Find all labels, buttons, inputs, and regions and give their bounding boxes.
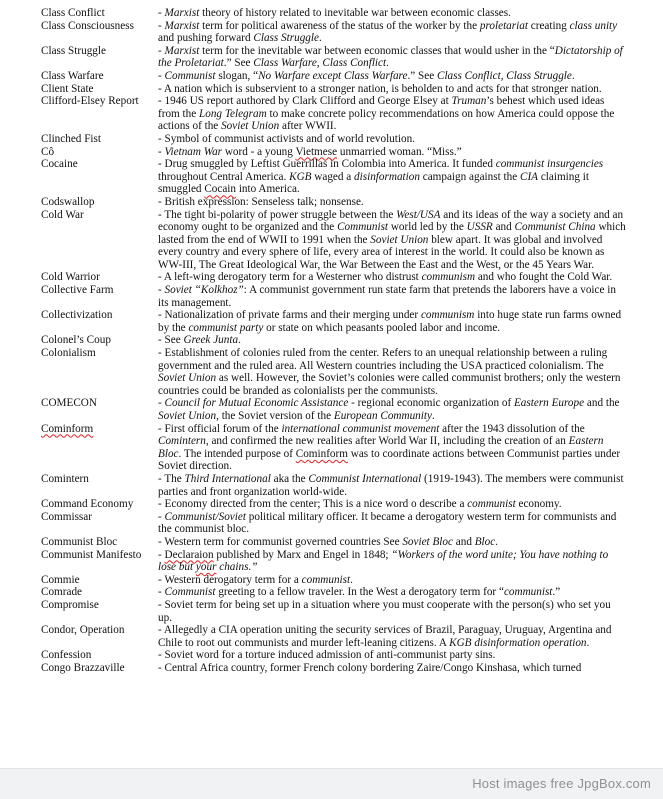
glossary-entry: [41, 70, 626, 83]
glossary-definition: - Soviet term for being set up in a situation where you must cooperate with the person(s) who set you up.: [158, 598, 611, 624]
glossary-definition: - Economy directed from the center; This is a nice word o describe a communist economy.: [158, 498, 562, 511]
italic-text: Communist: [164, 69, 216, 82]
glossary-entry: [41, 7, 626, 20]
glossary-definition: - A nation which is subservient to a stronger nation, is beholden to and acts for that stronger nation.: [158, 82, 602, 95]
glossary-entry: [41, 95, 626, 133]
spellcheck-underline: Cocain: [204, 183, 237, 196]
spellcheck-underline: Declaraion: [164, 548, 214, 561]
italic-text: Vietnam War: [164, 145, 223, 158]
glossary-entry: [41, 586, 626, 599]
glossary-definition: - A left-wing derogatory term for a Westerner who distrust communism and who fought the Cold War.: [158, 271, 613, 284]
glossary-definition: - The tight bi-polarity of power struggle between the West/USA and its ideas of the way a society and an economy ought to be organized and the Communist world led by the USSR and Communist China which lasted from the end of WWII to 1991 when the Soviet Union blew apart. It was global and involved every country and every sphere of life, every area of interest in the world. It could also be known as WW-III, The Great Ideological War, the War Between the East and the West, or the 45 Years War.: [158, 208, 626, 271]
glossary-entry: [41, 83, 626, 96]
italic-text: Soviet Bloc: [402, 535, 453, 548]
italic-text: Long Telegram: [199, 107, 267, 120]
glossary-definition: - Central Africa country, former French colony bordering Zaire/Congo Kinshasa, which turned: [158, 661, 582, 674]
italic-text: communism: [421, 271, 476, 284]
glossary-term: Condor, Operation: [41, 624, 125, 637]
glossary-entry: [41, 133, 626, 146]
glossary-term: Cocaine: [41, 158, 78, 171]
spellcheck-underline: Cominform: [295, 447, 348, 460]
italic-text: communist: [301, 573, 351, 586]
glossary-term: Colonialism: [41, 347, 96, 360]
italic-text: Class Conflict, Class Struggle: [436, 69, 572, 82]
glossary-term: Colonel’s Coup: [41, 334, 111, 347]
italic-text: No Warfare except Class Warfare: [258, 69, 408, 82]
glossary-definition: - Western term for communist governed countries See Soviet Bloc and Bloc.: [158, 535, 499, 548]
italic-text: Marxist: [164, 44, 200, 57]
glossary-definition: - Communist/Soviet political military officer. It became a derogatory western term for communists and the communist bloc.: [158, 510, 617, 536]
glossary-term: Class Warfare: [41, 69, 104, 82]
glossary-entry: [41, 347, 626, 397]
italic-text: KGB disinformation operation: [449, 636, 587, 649]
glossary-term: Client State: [41, 82, 94, 95]
italic-text: Class Warfare, Class Conflict: [253, 57, 387, 70]
glossary-entry: [41, 498, 626, 511]
italic-text: Marxist: [164, 7, 200, 19]
italic-text: KGB: [289, 170, 312, 183]
glossary-term: Command Economy: [41, 498, 134, 511]
glossary-definition: - See Greek Junta.: [158, 334, 241, 347]
glossary-definition: - Marxist theory of history related to inevitable war between economic classes.: [158, 7, 511, 19]
italic-text: Communist International: [308, 472, 422, 485]
glossary-entry: [41, 209, 626, 272]
glossary-term: Communist Manifesto: [41, 548, 142, 561]
italic-text: communist party: [188, 321, 264, 334]
glossary-term: Comrade: [41, 586, 83, 599]
glossary-entry: [41, 536, 626, 549]
spellcheck-underline: Cominform: [41, 422, 94, 435]
italic-text: Soviet “Kolkhoz”: [164, 284, 244, 297]
italic-text: Dictatorship of the Proletariat: [158, 44, 623, 70]
italic-text: Marxist: [164, 19, 200, 32]
italic-text: Third International: [184, 472, 271, 485]
glossary-term: Confession: [41, 649, 92, 662]
glossary-term: Comintern: [41, 472, 89, 485]
italic-text: communist insurgencies: [495, 158, 604, 171]
glossary-entry: [41, 662, 626, 675]
glossary-term: Class Consciousness: [41, 19, 134, 32]
glossary-entry: [41, 473, 626, 498]
glossary-definition: - Marxist term for political awareness of the status of the worker by the proletariat creating class unity and pushing forward Class Struggle.: [158, 19, 618, 45]
italic-text: communist: [503, 586, 553, 599]
italic-text: Comintern: [158, 435, 206, 448]
glossary-entry: [41, 649, 626, 662]
glossary-term: Commissar: [41, 510, 92, 523]
italic-text: Council for Mutual Economic Assistance: [164, 397, 349, 410]
italic-text: communist: [467, 498, 516, 511]
glossary-term: Codswallop: [41, 195, 95, 208]
glossary-term: Cô: [41, 145, 55, 158]
glossary-entry: [41, 158, 626, 196]
italic-text: Soviet Union: [158, 410, 217, 422]
glossary-definition: - Drug smuggled by Leftist Guerrillas in Colombia into America. It funded communist insurgencies throughout Central America. KGB waged a disinformation campaign against the CIA claiming it smuggled Cocain into America.: [158, 158, 604, 196]
glossary-term: Compromise: [41, 598, 99, 611]
italic-text: international communist movement: [281, 422, 440, 435]
italic-text: Eastern Bloc: [158, 435, 604, 460]
glossary-definition: - First official forum of the international communist movement after the 1943 dissolution of the Comintern, and confirmed the new realities after World War II, including the creation of an Eastern Bloc. The intended purpose of Cominform was to coordinate actions between Communist parties under Soviet direction.: [158, 422, 621, 473]
italic-text: disinformation: [354, 170, 420, 183]
glossary-definition: - British expression: Senseless talk; nonsense.: [158, 195, 364, 208]
glossary-definition: - Establishment of colonies ruled from the center. Refers to an unequal relationship between a ruling government and the ruled area. All Western countries including the USA practiced colonialism. The Soviet Union as well. However, the Soviet’s colonies were called communist brothers; only the western countries could be branded as colonialists per the communists.: [158, 347, 621, 397]
glossary-term: Cold Warrior: [41, 271, 100, 284]
italic-text: class unity: [569, 19, 618, 32]
italic-text: proletariat: [479, 19, 528, 32]
italic-text: USSR: [466, 221, 493, 234]
glossary-entry: [41, 196, 626, 209]
glossary-term: COMECON: [41, 397, 97, 410]
italic-text: CIA: [519, 170, 539, 183]
glossary-list: [41, 7, 626, 674]
glossary-entry: [41, 624, 626, 649]
italic-text: Bloc: [474, 535, 496, 548]
italic-text: Communist: [337, 221, 389, 234]
glossary-term: Commie: [41, 573, 80, 586]
glossary-entry: [41, 271, 626, 284]
glossary-definition: - 1946 US report authored by Clark Clifford and George Elsey at Truman’s behest which used ideas from the Long Telegram to make concrete policy recommendations on how America could oppose the actions of the Soviet Union after WWII.: [158, 95, 615, 133]
watermark-bar: [0, 768, 663, 799]
glossary-definition: - Nationalization of private farms and their merging under communism into huge state run farms owned by the communist party or state on which peasants pooled labor and income.: [158, 309, 622, 334]
italic-text: Communist/Soviet: [164, 510, 246, 523]
italic-text: Communist China: [514, 221, 596, 234]
glossary-term: Class Conflict: [41, 7, 105, 19]
glossary-term: Cold War: [41, 208, 84, 221]
glossary-term: Class Struggle: [41, 44, 106, 57]
glossary-definition: - Council for Mutual Economic Assistance - regional economic organization of Eastern Europe and the Soviet Union, the Soviet version of the European Community.: [158, 397, 620, 422]
italic-text: Eastern Europe: [513, 397, 585, 410]
glossary-definition: - Vietnam War word - a young Vietmese unmarried woman. “Miss.”: [158, 145, 462, 158]
italic-text: European Community: [333, 410, 432, 422]
host-watermark-text: Host images free JpgBox.com: [472, 776, 651, 791]
italic-text: Truman: [451, 95, 487, 108]
glossary-definition: - Allegedly a CIA operation uniting the security services of Brazil, Paraguay, Uruguay, Argentina and Chile to root out communists and murder left-leaning citizens. A KGB disinformation operation.: [158, 624, 612, 649]
glossary-entry: [41, 309, 626, 334]
italic-text: West/USA: [396, 208, 441, 221]
glossary-term: Clifford-Elsey Report: [41, 95, 139, 108]
glossary-definition: - Marxist term for the inevitable war between economic classes that would usher in the “Dictatorship of the Proletariat.” See Class Warfare, Class Conflict.: [158, 44, 623, 70]
glossary-entry: [41, 284, 626, 309]
glossary-definition: - Soviet “Kolkhoz”: A communist government run state farm that pretends the laborers have a voice in its management.: [158, 284, 616, 309]
glossary-term: Collective Farm: [41, 284, 114, 297]
glossary-entry: [41, 423, 626, 473]
glossary-term: [41, 423, 158, 473]
glossary-definition: - Western derogatory term for a communist.: [158, 573, 353, 586]
glossary-term: Collectivization: [41, 309, 113, 322]
glossary-entry: [41, 397, 626, 422]
spellcheck-underline: Vietmese: [295, 145, 338, 158]
italic-text: “Workers of the word unite; You have nothing to lose but your chains.”: [158, 548, 609, 574]
italic-text: communism: [420, 309, 475, 322]
glossary-definition: - Soviet word for a torture induced admission of anti-communist party sins.: [158, 649, 496, 662]
italic-text: Soviet Union: [158, 372, 217, 385]
glossary-entry: [41, 20, 626, 45]
italic-text: Class Struggle: [253, 32, 319, 45]
glossary-term: Congo Brazzaville: [41, 661, 125, 674]
glossary-entry: [41, 599, 626, 624]
glossary-definition: - Declaraion published by Marx and Engel in 1848; “Workers of the word unite; You have nothing to lose but your chains.”: [158, 548, 609, 574]
spellcheck-underline: your: [195, 561, 217, 574]
italic-text: Soviet Union: [370, 233, 429, 246]
glossary-term: Clinched Fist: [41, 132, 101, 145]
glossary-definition: - Communist greeting to a fellow traveler. In the West a derogatory term for “communist.”: [158, 586, 561, 599]
italic-text: Soviet Union: [221, 120, 280, 133]
glossary-entry: [41, 574, 626, 587]
italic-text: Communist: [164, 586, 216, 599]
glossary-entry: [41, 45, 626, 70]
glossary-definition: - The Third International aka the Communist International (1919-1943). The members were communist parties and front organization world-wide.: [158, 472, 624, 498]
glossary-entry: [41, 511, 626, 536]
glossary-definition: - Symbol of communist activists and of world revolution.: [158, 132, 415, 145]
italic-text: Greek Junta: [183, 334, 239, 347]
glossary-entry: [41, 549, 626, 574]
glossary-entry: [41, 146, 626, 159]
glossary-term: Communist Bloc: [41, 535, 118, 548]
glossary-definition: - Communist slogan, “No Warfare except Class Warfare.” See Class Conflict, Class Struggle.: [158, 69, 575, 82]
glossary-entry: [41, 334, 626, 347]
